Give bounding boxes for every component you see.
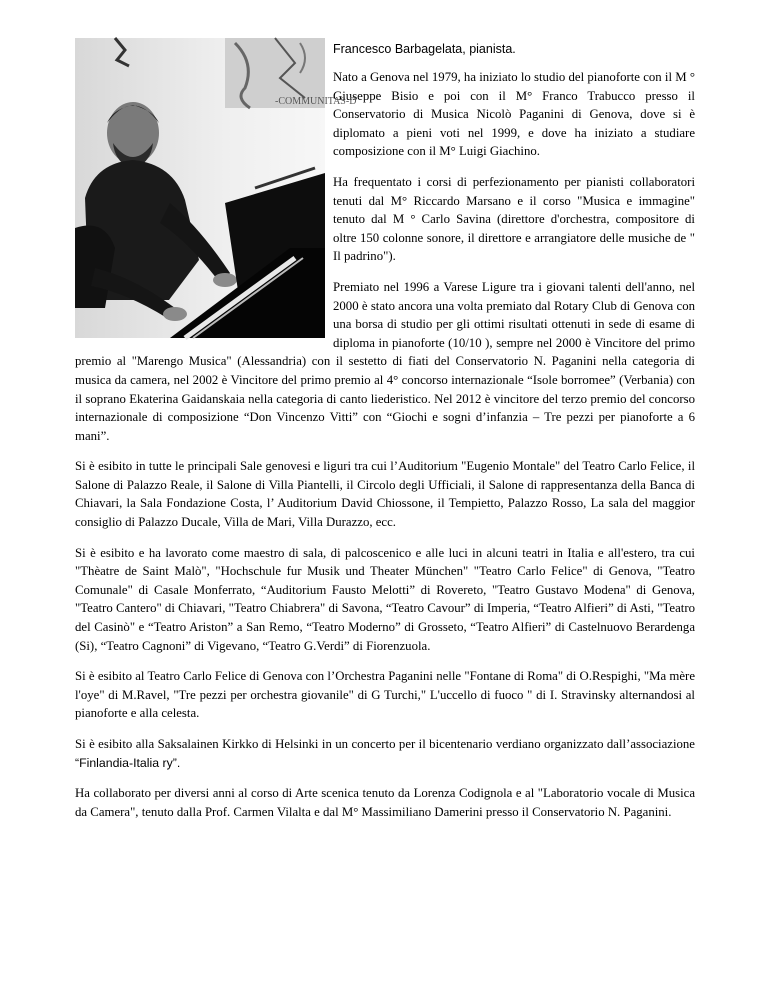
paragraph-courses: Ha frequentato i corsi di perfezionamento per pianisti collaboratori tenuti dal M° Riccardo Marsano e il corso "Musica e immagine" tenuto dal M ° Carlo Savina (direttore d'orchestra, compositore di oltre 150 colonne sonore, il direttore e arrangiatore delle musiche de " Il padrino"). <box>333 174 695 264</box>
banner-text: -COMMUNITAS-D <box>275 96 357 107</box>
paragraph-awards: Premiato nel 1996 a Varese Ligure tra i giovani talenti dell'anno, nel 2000 è stato ancora una volta premiato dal Rotary Club di Genova con una borsa di studio per gli ottimi risultati ottenuti in sede di esame di diploma in pianoforte (10/10 ), sempre nel 2000 è Vincitore del primo premio al "Marengo Musica" (Alessandria) con il sestetto di fiati del Conservatorio N. Paganini nella categoria di musica da camera, nel 2002 è Vincitore del primo premio al 4° concorso internazionale “Isole borromee” (Verbania) con il soprano Ekaterina Gaidanskaia nella categoria di canto liederistico. Nel 2012 è vincitore del terzo premio del concorso internazionale di composizione “Don Vincenzo Vitti” con “Giochi e sogni d’infanzia – Tre pezzi per pianoforte a 6 mani”. <box>75 279 695 443</box>
document-page <box>75 38 695 833</box>
pianist-name: Francesco Barbagelata, <box>333 42 466 56</box>
pianist-photo <box>75 38 357 338</box>
paragraph-birth-studies: Nato a Genova nel 1979, ha iniziato lo studio del pianoforte con il M ° Giuseppe Bisio e poi con il M° Franco Trabucco presso il Conservatorio di Musica Nicolò Paganini di Genova, dove si è diplomato a pieni voti nel 1999, e dove ha iniziato a studiare composizione con il M° Luigi Giachino. <box>333 70 695 159</box>
pianist-role: pianista. <box>465 42 516 56</box>
paragraph-orchestra: Si è esibito al Teatro Carlo Felice di Genova con l’Orchestra Paganini nelle "Fontane di Roma" di O.Respighi, "Ma mère l'oye" di M.Ravel, "Tre pezzi per orchestra giovanile" di G Turchi," L'uccello di fuoco " di I. Stravinsky alternandosi al pianoforte e alla celesta. <box>75 669 695 721</box>
helsinki-text: Si è esibito alla Saksalainen Kirkko di Helsinki in un concerto per il bicentenario verdiano organizzato dall’associazione <box>75 737 695 751</box>
paragraph-theatres: Si è esibito e ha lavorato come maestro di sala, di palcoscenico e alle luci in alcuni teatri in Italia e all'estero, tra cui "Thèatre de Saint Malò", "Hochschule fur Musik und Theater München" "Teatro Carlo Felice" di Genova, "Teatro Comunale" di Casale Monferrato, “Auditorium Fausto Melotti” di Rovereto, "Teatro Gustavo Modena" di Genova, "Teatro Cantero" di Chiavari, "Teatro Chiabrera" di Savona, “Teatro Cavour” di Imperia, “Teatro Alfieri” di Asti, "Teatro del Casinò" e “Teatro Ariston” a San Remo, “Teatro Moderno” di Grosseto, “Teatro Alfieri” di Castelnuovo Berardenga (Si), “Teatro Cagnoni” di Vigevano, “Teatro G.Verdi” di Fiorenzuola. <box>75 545 695 653</box>
paragraph-venues: Si è esibito in tutte le principali Sale genovesi e liguri tra cui l’Auditorium "Eugenio Montale" del Teatro Carlo Felice, il Salone di Palazzo Reale, il Salone di Villa Piantelli, il Circolo degli Ufficiali, il Salone di rappresentanza della Banca di Chiavari, la Sala Fondazione Costa, l’ Auditorium David Chiossone, il Tempietto, Palazzo Rosso, La sala del maggior consiglio di Palazzo Ducale, Villa de Mari, Villa Durazzo, ecc. <box>75 459 695 530</box>
helsinki-association: “Finlandia-Italia ry”. <box>75 755 181 770</box>
pianist-photo-image <box>75 38 357 338</box>
paragraph-collaborations: Ha collaborato per diversi anni al corso di Arte scenica tenuto da Lorenza Codignola e al "Laboratorio vocale di Musica da Camera", tenuto dalla Prof. Carmen Vilalta e dal M° Massimiliano Damerini presso il Conservatorio N. Paganini. <box>75 786 695 819</box>
paragraph-helsinki <box>75 735 695 772</box>
